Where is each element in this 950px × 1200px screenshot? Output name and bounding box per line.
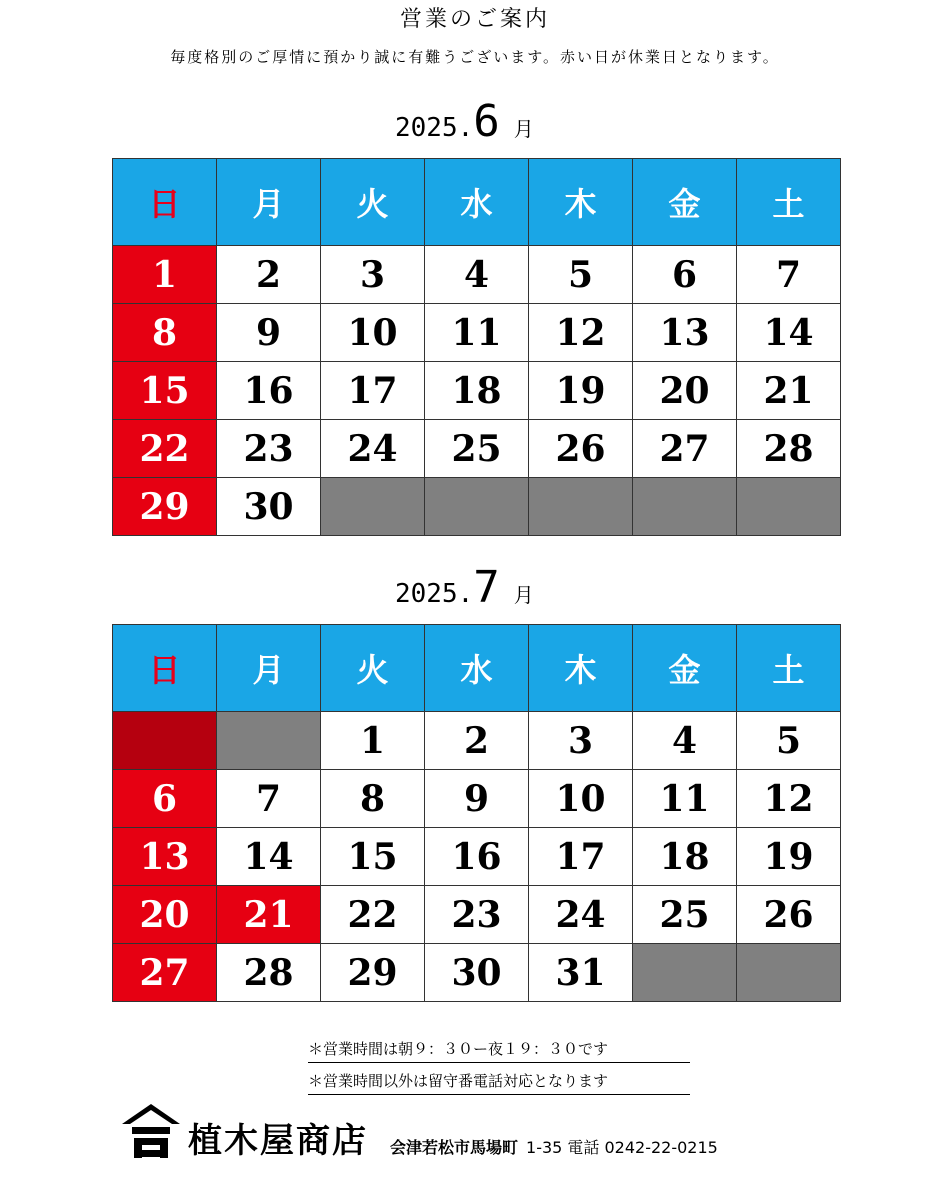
day-cell: 2 [425, 712, 529, 770]
day-cell: 23 [217, 420, 321, 478]
answering-machine-note: ＊営業時間以外は留守番電話対応となります [308, 1070, 690, 1095]
day-cell: 21 [737, 362, 841, 420]
day-cell: 27 [633, 420, 737, 478]
week-row [113, 246, 841, 304]
weekday-header: 土 [737, 625, 841, 712]
week-row [113, 420, 841, 478]
day-cell: 29 [321, 944, 425, 1002]
day-cell: 7 [737, 246, 841, 304]
day-cell: 22 [113, 420, 217, 478]
day-cell: 5 [529, 246, 633, 304]
day-cell: 26 [737, 886, 841, 944]
blank-day-cell [633, 944, 737, 1002]
closure-notice: 毎度格別のご厚情に預かり誠に有難うございます。赤い日が休業日となります。 [170, 48, 780, 66]
shop-address: 会津若松市馬場町 [390, 1138, 519, 1157]
blank-day-cell [737, 944, 841, 1002]
day-cell: 25 [633, 886, 737, 944]
weekday-header: 日 [113, 625, 217, 712]
weekday-header: 木 [529, 625, 633, 712]
blank-day-cell [529, 478, 633, 536]
day-cell: 15 [321, 828, 425, 886]
week-row [113, 886, 841, 944]
shop-footer [120, 1100, 718, 1162]
day-cell: 23 [425, 886, 529, 944]
weekday-header: 月 [217, 159, 321, 246]
calendar-june [112, 158, 841, 536]
day-cell: 8 [113, 304, 217, 362]
day-cell: 16 [425, 828, 529, 886]
day-cell: 4 [633, 712, 737, 770]
week-row [113, 362, 841, 420]
month-year: 2025. [395, 113, 474, 143]
week-row [113, 478, 841, 536]
month-number: 6 [473, 96, 500, 147]
shop-name: 植木屋商店 [188, 1121, 368, 1161]
day-cell: 17 [529, 828, 633, 886]
month-year: 2025. [395, 579, 474, 609]
weekday-header: 土 [737, 159, 841, 246]
day-cell: 14 [217, 828, 321, 886]
day-cell: 9 [217, 304, 321, 362]
business-hours-note: ＊営業時間は朝９：３０ー夜１９：３０です [308, 1038, 690, 1063]
day-cell: 30 [425, 944, 529, 1002]
day-cell: 28 [217, 944, 321, 1002]
page-title: 営業のご案内 [399, 7, 550, 32]
weekday-header: 金 [633, 159, 737, 246]
day-cell: 16 [217, 362, 321, 420]
day-cell: 13 [633, 304, 737, 362]
weekday-header: 日 [113, 159, 217, 246]
day-cell: 22 [321, 886, 425, 944]
day-cell: 6 [113, 770, 217, 828]
day-cell: 18 [425, 362, 529, 420]
week-row [113, 828, 841, 886]
day-cell: 14 [737, 304, 841, 362]
day-cell: 12 [737, 770, 841, 828]
weekday-header: 水 [425, 159, 529, 246]
day-cell: 1 [113, 246, 217, 304]
day-cell: 27 [113, 944, 217, 1002]
weekday-header: 月 [217, 625, 321, 712]
day-cell: 26 [529, 420, 633, 478]
month-heading-july [395, 562, 534, 613]
day-cell: 5 [737, 712, 841, 770]
month-unit: 月 [513, 583, 534, 607]
day-cell: 18 [633, 828, 737, 886]
weekday-header: 木 [529, 159, 633, 246]
weekday-header-row [113, 625, 841, 712]
day-cell: 31 [529, 944, 633, 1002]
blank-day-cell [633, 478, 737, 536]
month-number: 7 [473, 562, 500, 613]
blank-day-cell [113, 712, 217, 770]
weekday-header: 金 [633, 625, 737, 712]
day-cell: 19 [737, 828, 841, 886]
day-cell: 17 [321, 362, 425, 420]
day-cell: 3 [529, 712, 633, 770]
blank-day-cell [217, 712, 321, 770]
day-cell: 11 [425, 304, 529, 362]
day-cell: 12 [529, 304, 633, 362]
blank-day-cell [737, 478, 841, 536]
day-cell: 10 [321, 304, 425, 362]
weekday-header: 火 [321, 159, 425, 246]
day-cell: 9 [425, 770, 529, 828]
month-unit: 月 [513, 117, 534, 141]
weekday-header: 火 [321, 625, 425, 712]
day-cell: 13 [113, 828, 217, 886]
day-cell: 25 [425, 420, 529, 478]
day-cell: 4 [425, 246, 529, 304]
calendar-july [112, 624, 841, 1002]
day-cell: 24 [321, 420, 425, 478]
day-cell: 3 [321, 246, 425, 304]
day-cell: 29 [113, 478, 217, 536]
blank-day-cell [425, 478, 529, 536]
shop-address-phone: 1-35 電話 0242-22-0215 [526, 1138, 718, 1157]
month-heading-june [395, 96, 534, 147]
shop-logo-icon [120, 1100, 182, 1162]
day-cell: 19 [529, 362, 633, 420]
week-row [113, 304, 841, 362]
day-cell: 30 [217, 478, 321, 536]
day-cell: 24 [529, 886, 633, 944]
day-cell: 28 [737, 420, 841, 478]
weekday-header: 水 [425, 625, 529, 712]
week-row [113, 712, 841, 770]
day-cell: 2 [217, 246, 321, 304]
day-cell: 1 [321, 712, 425, 770]
day-cell: 6 [633, 246, 737, 304]
day-cell: 21 [217, 886, 321, 944]
day-cell: 11 [633, 770, 737, 828]
day-cell: 20 [113, 886, 217, 944]
blank-day-cell [321, 478, 425, 536]
day-cell: 20 [633, 362, 737, 420]
day-cell: 7 [217, 770, 321, 828]
day-cell: 15 [113, 362, 217, 420]
week-row [113, 944, 841, 1002]
day-cell: 10 [529, 770, 633, 828]
weekday-header-row [113, 159, 841, 246]
day-cell: 8 [321, 770, 425, 828]
week-row [113, 770, 841, 828]
